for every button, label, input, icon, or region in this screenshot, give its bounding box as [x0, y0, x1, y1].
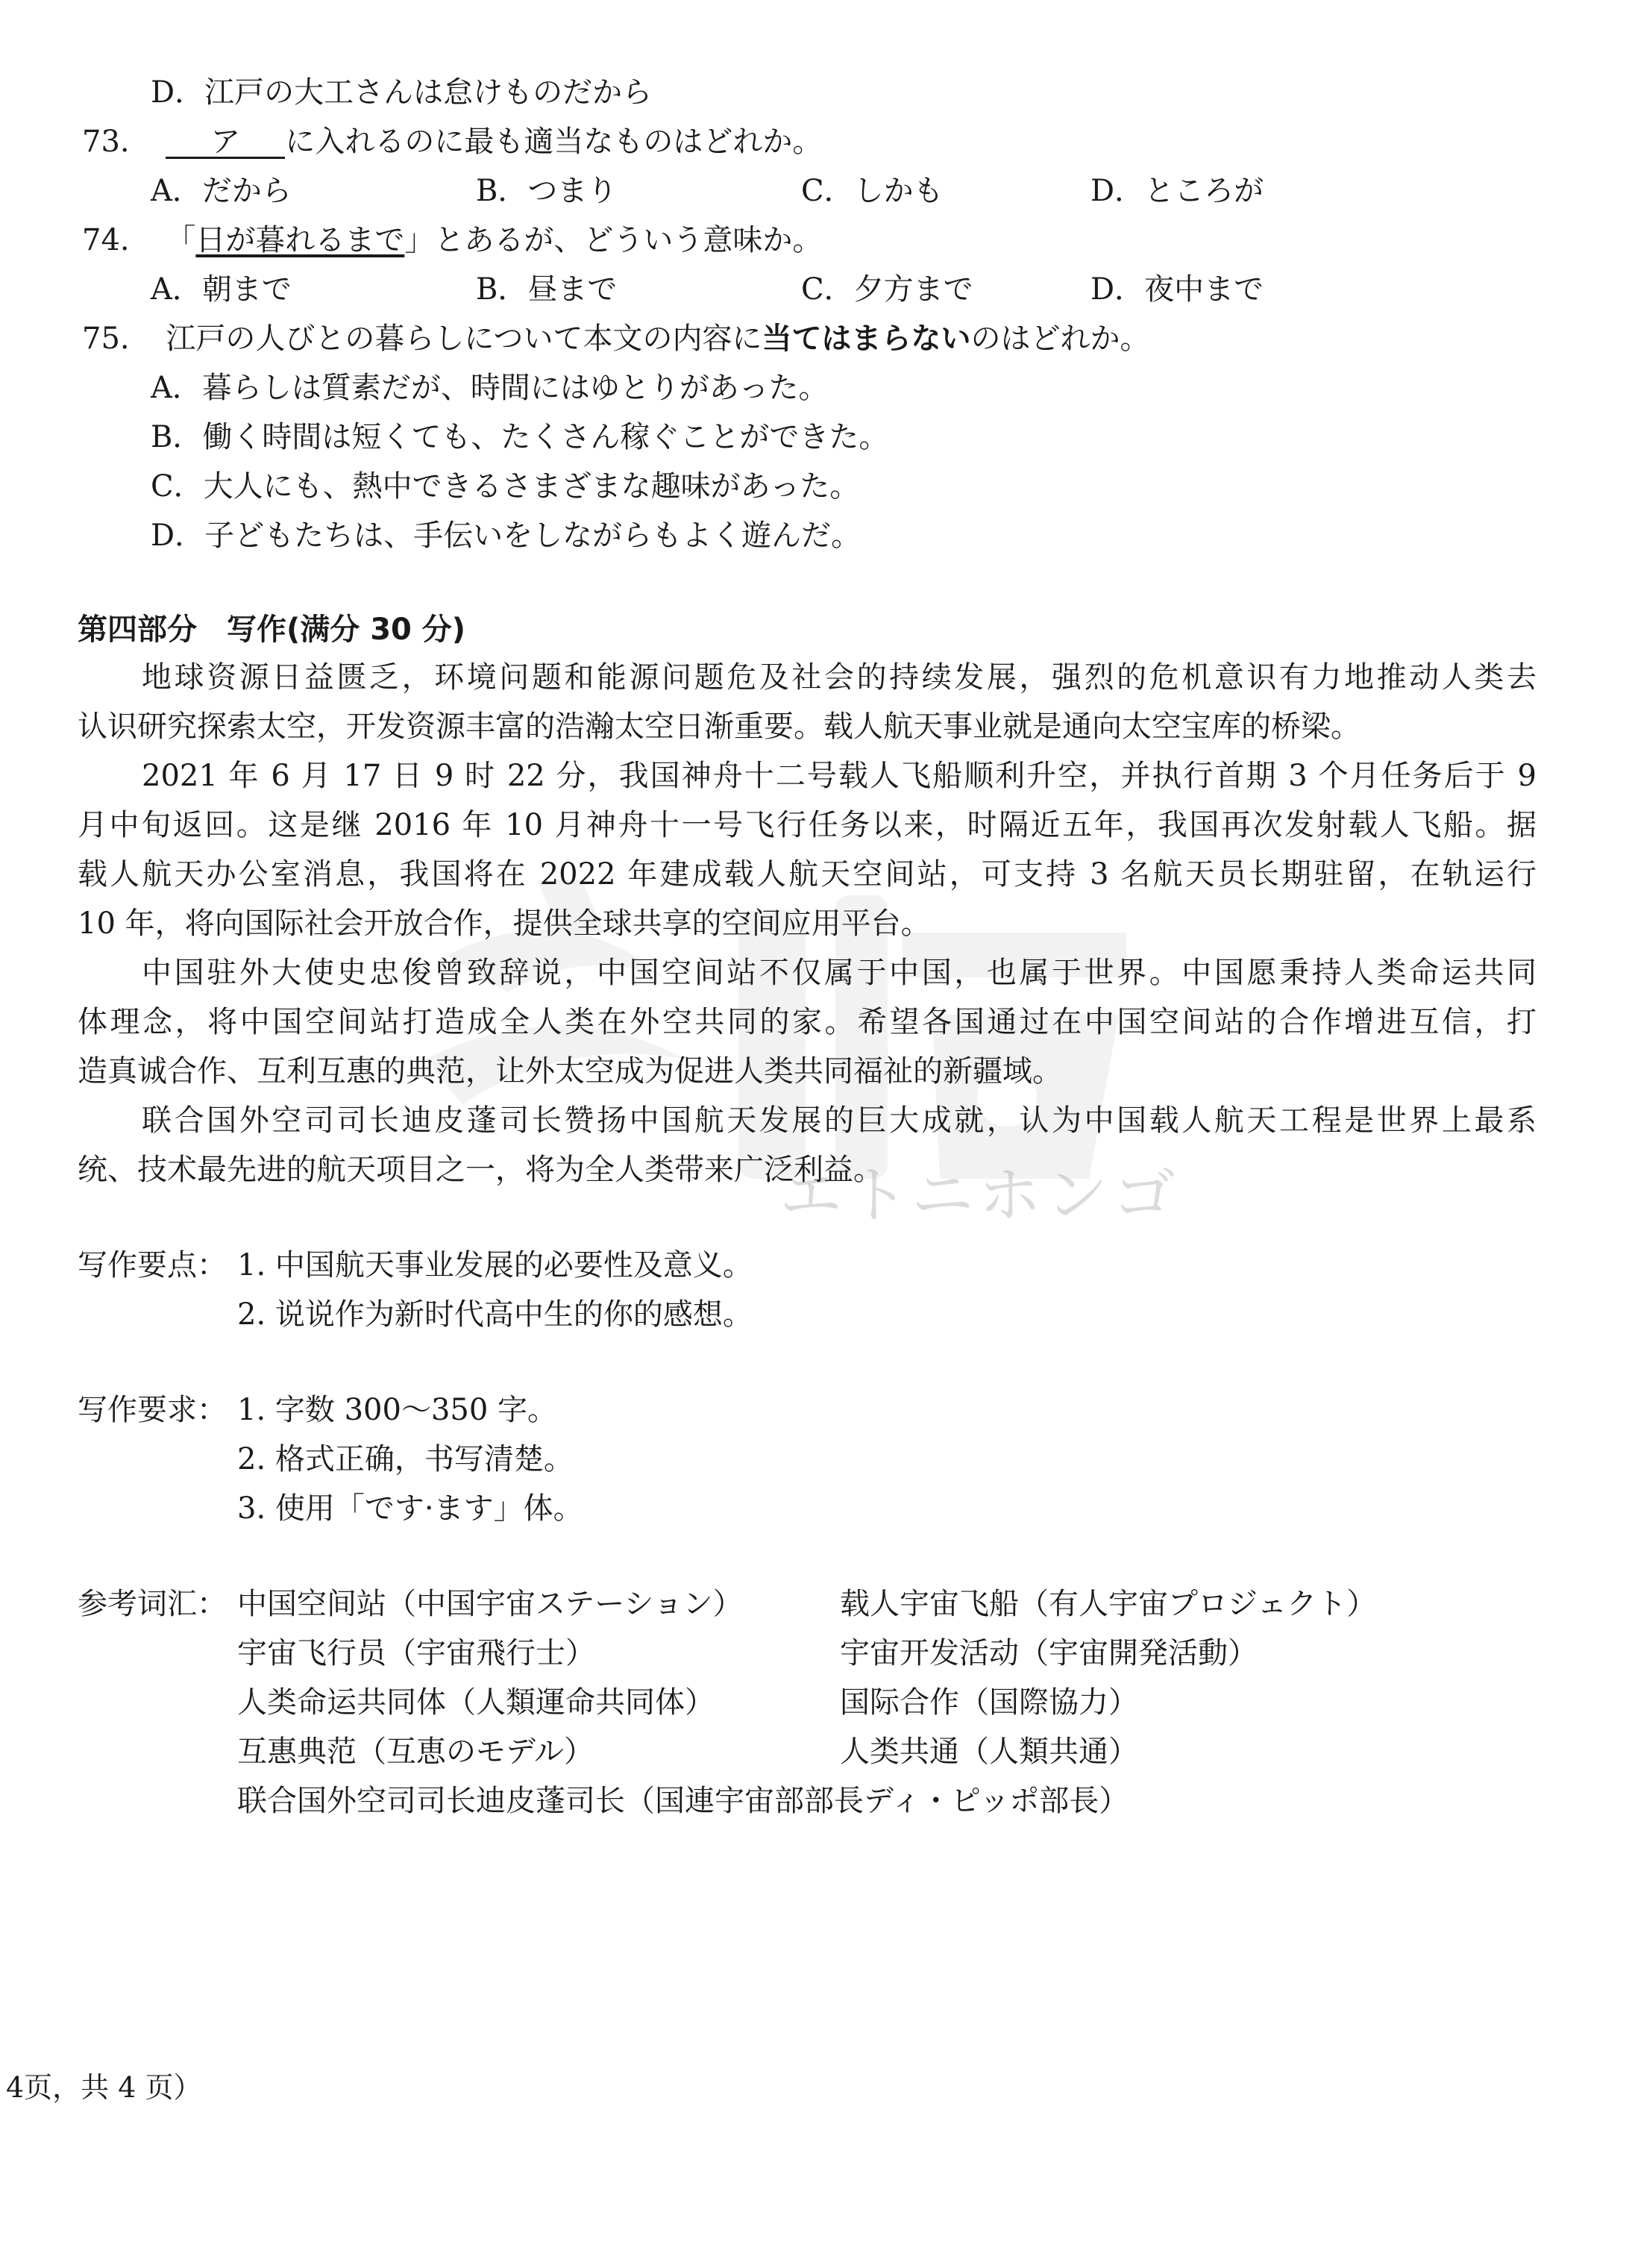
q74-option-c: C．夕方まで: [801, 272, 973, 307]
question-text: に入れるのに最も適当なものはどれか。: [285, 125, 823, 159]
requirement-2: 2. 格式正确，书写清楚。: [237, 1442, 574, 1476]
question-text: とあるが、どういう意味か。: [434, 223, 823, 257]
paragraph-1-line-1: 地球资源日益匮乏，环境问题和能源问题危及社会的持续发展，强烈的危机意识有力地推动人类去: [142, 660, 1537, 695]
page-footer: 4页，共 4 页）: [6, 2071, 202, 2104]
q75-option-b: B．働く時間は短くても、たくさん稼ぐことができた。: [151, 420, 889, 454]
question-number: 75.: [82, 322, 130, 356]
vocab-label: 参考词汇：: [78, 1587, 227, 1621]
q74-option-b: B．昼まで: [476, 272, 618, 307]
emphasis-text: 当てはまらない: [762, 321, 971, 356]
quote-close: 」: [404, 223, 435, 257]
vocab-right-1: 载人宇宙飞船（有人宇宙プロジェクト）: [840, 1587, 1377, 1621]
q73-option-d: D．ところが: [1090, 174, 1264, 208]
requirements-label: 写作要求：: [78, 1393, 227, 1427]
vocab-left-2: 宇宙飞行员（宇宙飛行士）: [237, 1636, 595, 1670]
paragraph-1-line-2: 认识研究探索太空，开发资源丰富的浩瀚太空日渐重要。载人航天事业就是通向太空宝库的桥梁。: [78, 709, 1360, 744]
requirement-1: 1. 字数 300～350 字。: [237, 1393, 558, 1427]
question-73: [82, 124, 822, 160]
paragraph-3-line-3: 造真诚合作、互利互惠的典范，让外太空成为促进人类共同福祉的新疆域。: [78, 1054, 1062, 1088]
vocab-left-5: 联合国外空司司长迪皮蓬司长（国連宇宙部部長ディ・ピッポ部長）: [237, 1784, 1129, 1818]
q75-option-a: A．暮らしは質素だが、時間にはゆとりがあった。: [151, 371, 829, 405]
q74-option-d: D．夜中まで: [1090, 272, 1264, 307]
paragraph-2-line-1: 2021 年 6 月 17 日 9 时 22 分，我国神舟十二号载人飞船顺利升空，并执行首期 3 个月任务后于 9: [142, 759, 1537, 793]
q73-option-a: A．だから: [151, 174, 292, 208]
watermark-text: エトニホンゴ: [779, 1159, 1180, 1232]
paragraph-2-line-4: 10 年，将向国际社会开放合作，提供全球共享的空间应用平台。: [78, 906, 931, 941]
q75-option-d: D．子どもたちは、手伝いをしながらもよく遊んだ。: [151, 519, 861, 553]
blank-a: ア: [166, 127, 285, 159]
paragraph-2-line-3: 载人航天办公室消息，我国将在 2022 年建成载人航天空间站，可支持 3 名航天员长期驻留，在轨运行: [78, 857, 1537, 892]
section-heading: 第四部分 写作(满分 30 分): [78, 613, 466, 647]
question-number: 73.: [82, 125, 130, 159]
vocab-left-4: 互惠典范（互恵のモデル）: [237, 1735, 594, 1769]
vocab-right-2: 宇宙开发活动（宇宙開発活動）: [840, 1636, 1258, 1670]
question-number: 74.: [82, 223, 130, 257]
vocab-right-4: 人类共通（人類共通）: [840, 1735, 1138, 1769]
paragraph-3-line-1: 中国驻外大使史忠俊曾致辞说，中国空间站不仅属于中国，也属于世界。中国愿秉持人类命运共同: [142, 956, 1537, 990]
paragraph-2-line-2: 月中旬返回。这是继 2016 年 10 月神舟十一号飞行任务以来，时隔近五年，我国再次发射载人飞船。据: [78, 808, 1537, 842]
question-text: 江戸の人びとの暮らしについて本文の内容に: [166, 322, 762, 356]
vocab-left-1: 中国空间站（中国宇宙ステーション）: [237, 1587, 743, 1621]
paragraph-4-line-2: 统、技术最先进的航天项目之一，将为全人类带来广泛利益。: [78, 1153, 883, 1187]
vocab-left-3: 人类命运共同体（人類運命共同体）: [237, 1685, 715, 1720]
q75-option-c: C．大人にも、熱中できるさまざまな趣味があった。: [151, 469, 860, 504]
question-74: [82, 222, 822, 258]
question-text-end: のはどれか。: [970, 322, 1150, 356]
q72-option-d: D．江戸の大工さんは怠けものだから: [151, 75, 653, 110]
requirement-3: 3. 使用「です·ます」体。: [237, 1491, 583, 1526]
paragraph-4-line-1: 联合国外空司司长迪皮蓬司长赞扬中国航天发展的巨大成就，认为中国载人航天工程是世界上最系: [142, 1103, 1537, 1138]
paragraph-3-line-2: 体理念，将中国空间站打造成全人类在外空共同的家。希望各国通过在中国空间站的合作增进互信，打: [78, 1005, 1537, 1039]
q73-option-c: C．しかも: [801, 174, 944, 208]
q73-option-b: B．つまり: [476, 174, 618, 208]
points-label: 写作要点：: [78, 1248, 227, 1282]
question-75: [82, 321, 1150, 357]
point-2: 2. 说说作为新时代高中生的你的感想。: [237, 1297, 753, 1332]
q74-option-a: A．朝まで: [151, 272, 292, 307]
point-1: 1. 中国航天事业发展的必要性及意义。: [237, 1248, 753, 1282]
vocab-right-3: 国际合作（国際協力）: [840, 1685, 1138, 1720]
quoted-phrase: 日が暮れるまで: [195, 223, 405, 257]
quote-open: 「: [166, 223, 196, 257]
